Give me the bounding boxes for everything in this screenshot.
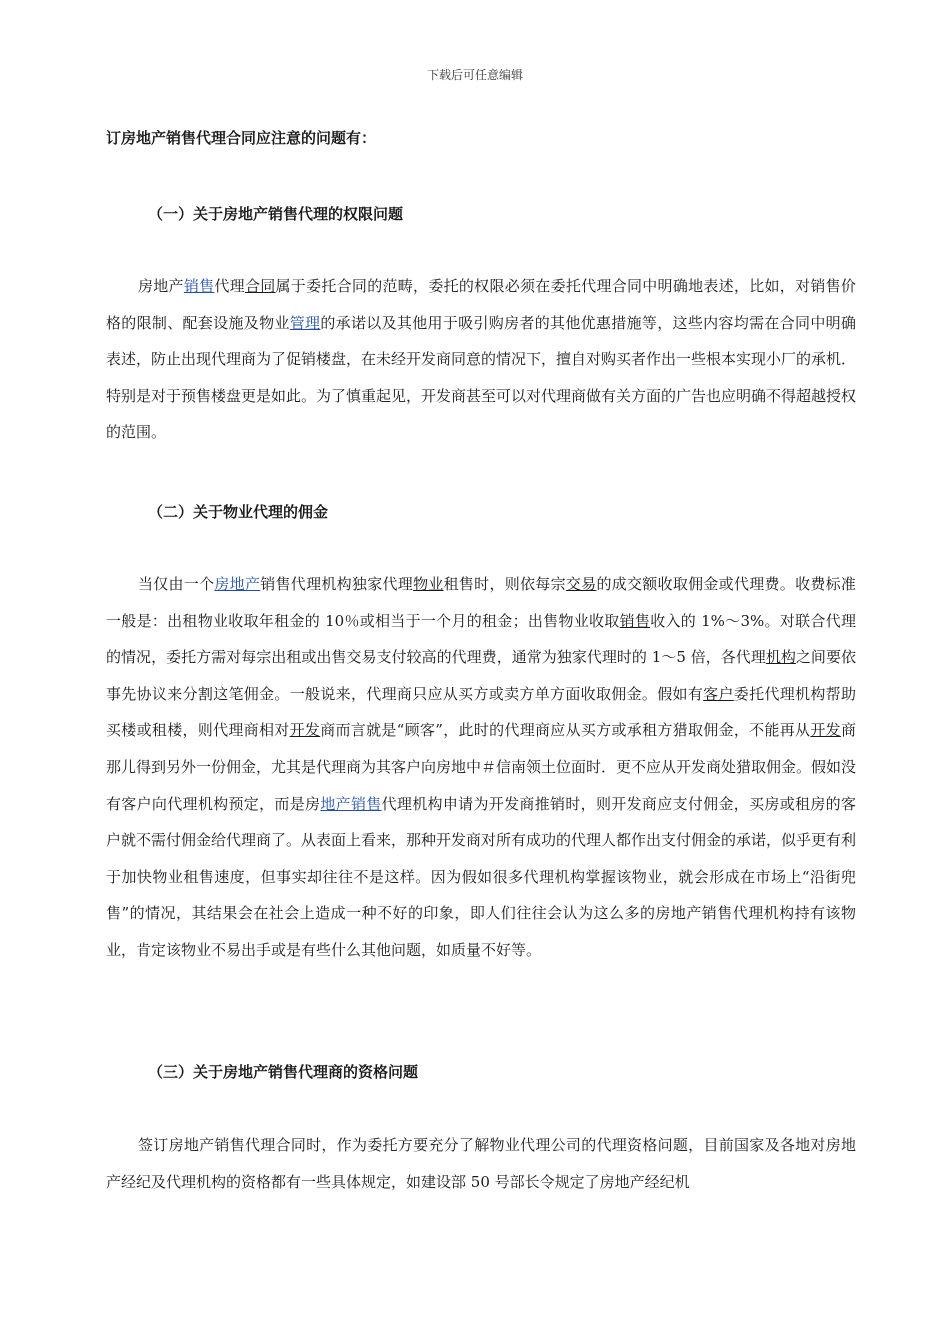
underlined-term: 合同 bbox=[244, 277, 276, 295]
underlined-term: 客户 bbox=[703, 684, 734, 703]
text-run: 代理 bbox=[214, 277, 245, 295]
text-run: 的承诺以及其他用于吸引购房者的其他优惠措施等，这些内容均需在合同中明确表述，防止出现代理商为了促销楼盘，在未经开发商同意的情况下，擅自对购买者作出一些根本实现小厂的承机．特别是对于预售楼盘更是如此。为了慎重起见，开发商甚至可以对代理商做有关方面的广告也应明确不得超越授权的范围。 bbox=[106, 313, 857, 442]
inline-link[interactable]: 管理 bbox=[289, 313, 321, 332]
section-paragraph-2 bbox=[106, 566, 856, 969]
text-run: 的成交额收取佣金或代理费。收费标准一般是：出租物业收取年租金的 10％或相当于一个月的租金；出售物业收取 bbox=[106, 575, 856, 630]
text-run: 签订房地产销售代理合同时，作为委托方要充分了解物业代理公司的代理资格问题，目前国家及各地对房地产经纪及代理机构的资格都有一些具体规定，如建设部 50 号部长令规定了房地产经纪机 bbox=[106, 1136, 856, 1191]
document-title: 订房地产销售代理合同应注意的问题有： bbox=[106, 129, 377, 147]
inline-link[interactable]: 销售 bbox=[183, 277, 215, 295]
section-heading-1: （一）关于房地产销售代理的权限问题 bbox=[148, 205, 404, 223]
page-header-note: 下载后可任意编辑 bbox=[426, 68, 523, 82]
underlined-term: 开发 bbox=[289, 721, 321, 740]
underlined-term: 销售 bbox=[619, 611, 651, 630]
underlined-term: 开发 bbox=[810, 721, 841, 740]
text-run: 收入的 1%～3%。对联合代理的情况，委托方需对每宗出租或出售交易支付较高的代理费，通常为独家代理时的 1～5 倍，各代理 bbox=[106, 611, 856, 667]
section-paragraph-3 bbox=[106, 1127, 856, 1200]
text-run: 商那儿得到另外一份佣金，尤其是代理商为其客户向房地中＃信南领土位面时．更不应从开发商处猎取佣金。假如没有客户向代理机构预定，而是房 bbox=[106, 721, 857, 813]
underlined-term: 机构 bbox=[765, 648, 796, 667]
text-run: 房地产 bbox=[138, 277, 184, 295]
text-run: 代理机构申请为开发商推销时，则开发商应支付佣金，买房或租房的客户就不需付佣金给代理商了。从表面上看来，那种开发商对所有成功的代理人都作出支付佣金的承诺，似乎更有利于加快物业租售速度，但事实却往往不是这样。因为假如很多代理机构掌握该物业，就会形成在市场上“沿街兜售”的情况，其结果会在社会上造成一种不好的印象，即人们往往会认为这么多的房地产销售代理机构持有该物业，肯定该物业不易出手或是有些什么其他问题，如质量不好等。 bbox=[106, 794, 857, 959]
text-run: 商而言就是“顾客”，此时的代理商应从买方或承租方猎取佣金，不能再从 bbox=[320, 721, 811, 740]
inline-link[interactable]: 房地产 bbox=[214, 575, 261, 593]
section-paragraph-1 bbox=[106, 268, 856, 451]
underlined-term: 物业 bbox=[413, 575, 444, 593]
text-run: 之间要依事先协议来分割这笔佣金。一般说来，代理商只应从买方或卖方单方面收取佣金。假如有 bbox=[106, 648, 856, 703]
text-run: 属于委托合同的范畴，委托的权限必须在委托代理合同中明确地表述，比如，对销售价格的限制、配套设施及物业 bbox=[106, 277, 856, 332]
underlined-term: 交易 bbox=[565, 575, 597, 593]
section-heading-2: （二）关于物业代理的佣金 bbox=[148, 503, 329, 521]
text-run: 销售代理机构独家代理 bbox=[260, 575, 414, 593]
text-run: 租售时，则依每宗 bbox=[443, 575, 566, 593]
inline-link[interactable]: 地产销售 bbox=[320, 794, 382, 813]
text-run: 当仅由一个 bbox=[138, 575, 215, 593]
text-run: 委托代理机构帮助买楼或租楼，则代理商相对 bbox=[106, 684, 856, 740]
section-heading-3: （三）关于房地产销售代理商的资格问题 bbox=[148, 1063, 419, 1081]
